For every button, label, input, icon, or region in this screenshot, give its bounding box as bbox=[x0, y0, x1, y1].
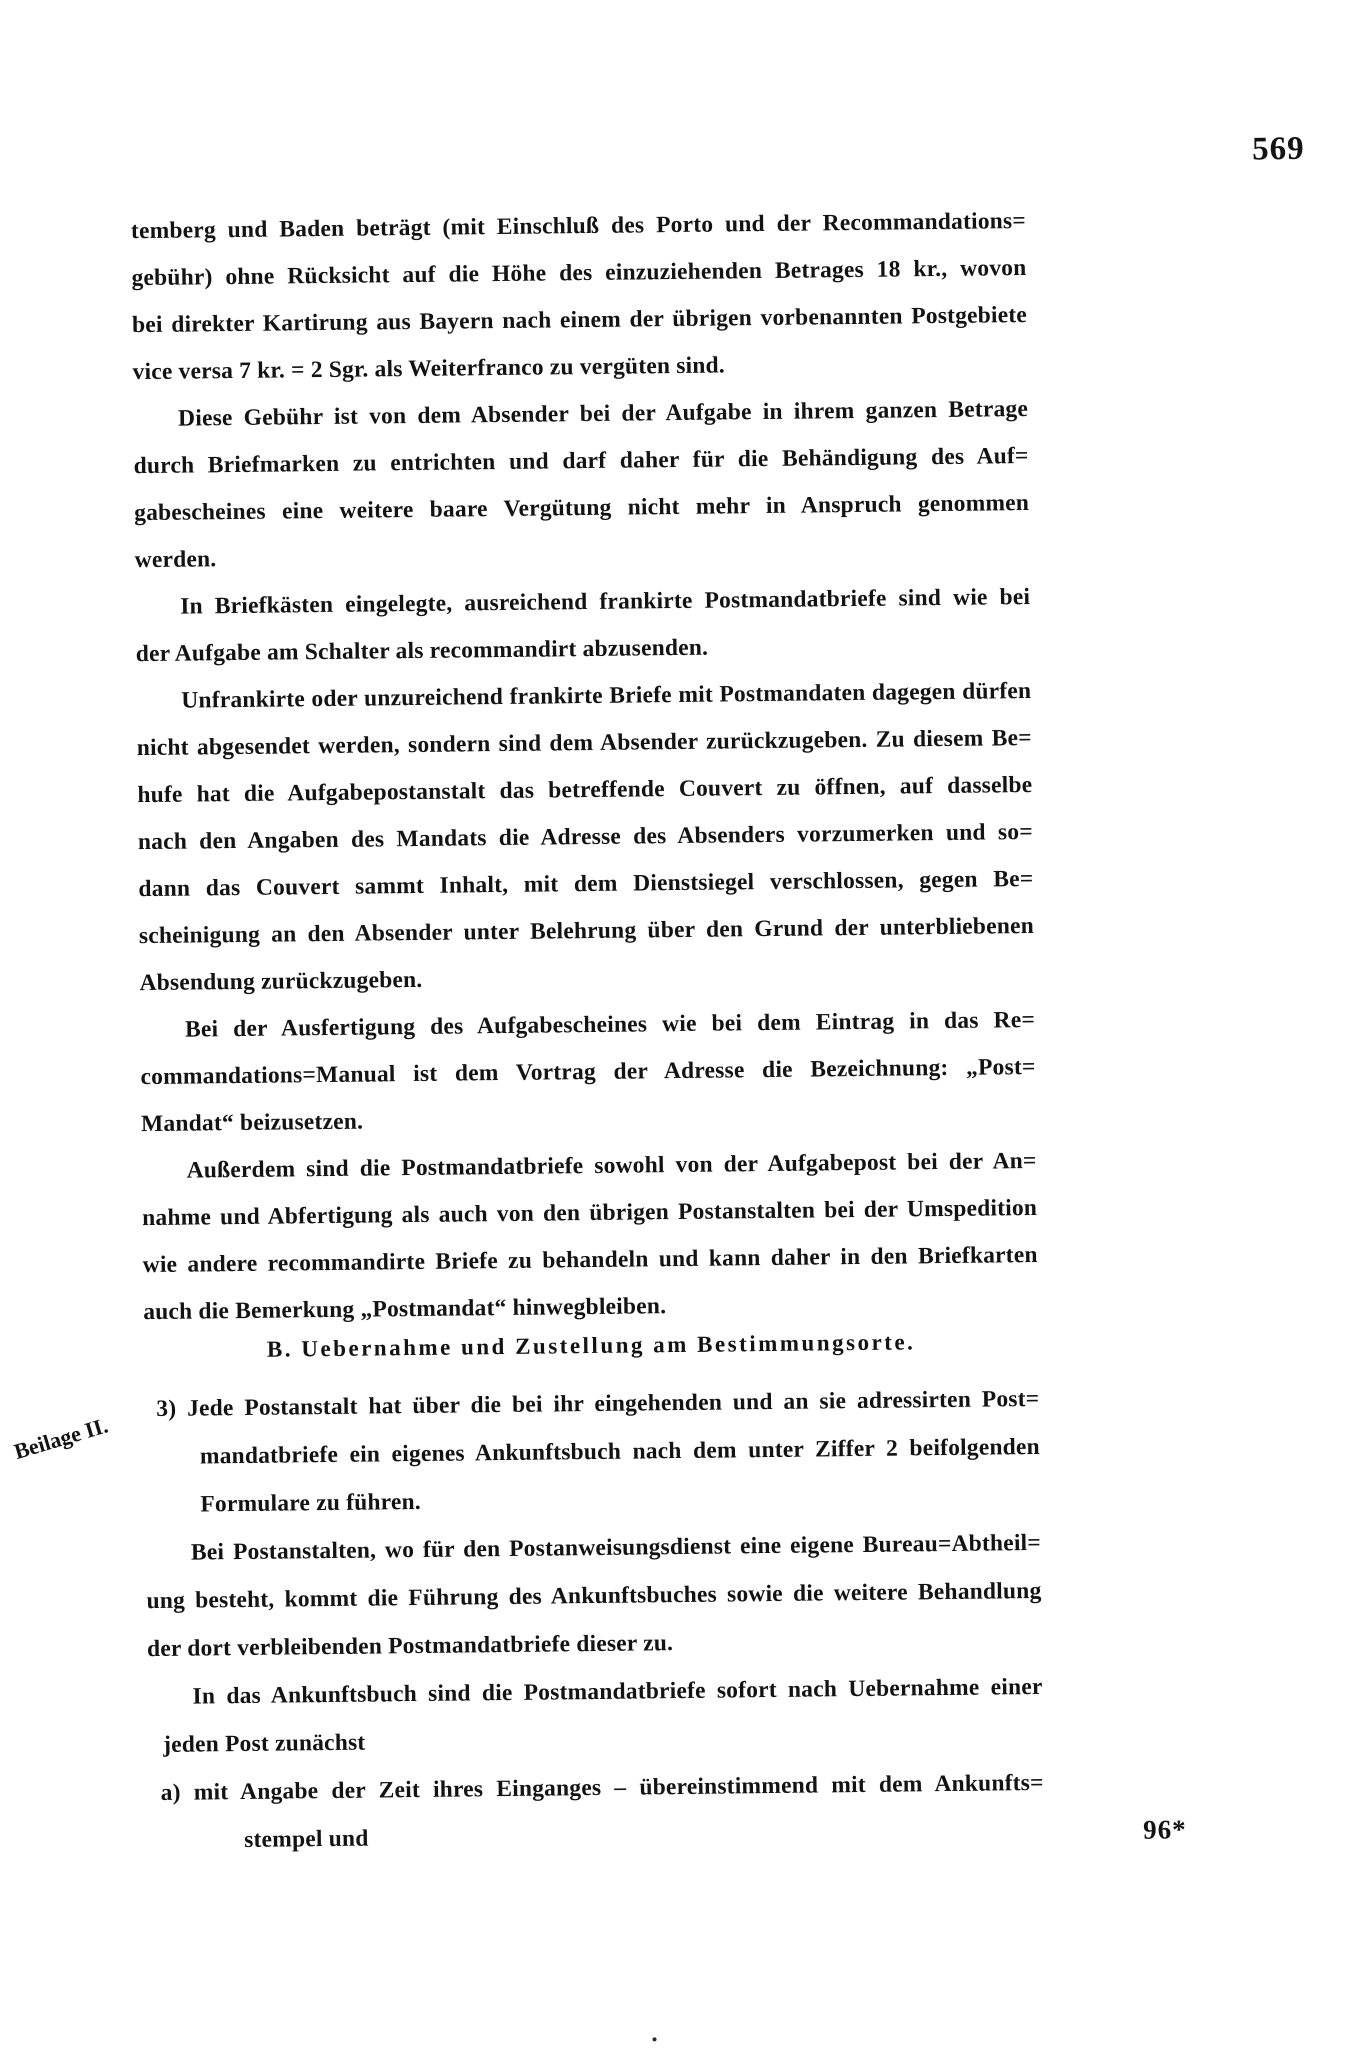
text-line: werden. bbox=[134, 546, 217, 574]
text-line: wie andere recommandirte Briefe zu behandeln und kann daher in den Briefkarten bbox=[142, 1241, 1038, 1279]
text-line: jeden Post zunächst bbox=[162, 1729, 366, 1758]
text-line: gebühr) ohne Rücksicht auf die Höhe des einzuziehenden Betrages 18 kr., wovon bbox=[131, 255, 1027, 292]
text-line: Absendung zurückzugeben. bbox=[139, 966, 423, 997]
page-number: 569 bbox=[1251, 130, 1305, 168]
ink-speck bbox=[652, 2037, 656, 2041]
text-line: der dort verbleibenden Postmandatbriefe dieser zu. bbox=[146, 1630, 674, 1663]
body-text-lower bbox=[144, 1386, 1044, 1876]
sheet-signature: 96* bbox=[1143, 1814, 1187, 1845]
text-line: scheinigung an den Absender unter Belehrung über den Grund der unterbliebenen bbox=[138, 912, 1035, 950]
body-text-upper bbox=[131, 208, 1039, 1346]
text-line: mandatbriefe ein eigenes Ankunftsbuch nach dem unter Ziffer 2 beifolgenden bbox=[199, 1433, 1040, 1470]
text-line: stempel und bbox=[244, 1825, 369, 1853]
text-line: nahme und Abfertigung als auch von den übrigen Postanstalten bei der Umspedition bbox=[142, 1194, 1038, 1232]
text-line: In Briefkästen eingelegte, ausreichend frankirte Postmandatbriefe sind wie bei bbox=[180, 584, 1031, 620]
text-line: gabescheines eine weitere baare Vergütung nicht mehr in Anspruch genommen bbox=[134, 490, 1030, 527]
section-heading: B. Uebernahme und Zustellung am Bestimmungsorte. bbox=[266, 1329, 916, 1362]
text-line: durch Briefmarken zu entrichten und darf daher für die Behändigung des Auf= bbox=[133, 443, 1029, 480]
margin-note: Beilage II. bbox=[11, 1412, 111, 1465]
text-line: Formulare zu führen. bbox=[200, 1488, 422, 1518]
text-line: Bei der Ausfertigung des Aufgabescheines wie bei dem Eintrag in das Re= bbox=[184, 1006, 1036, 1043]
text-line: der Aufgabe am Schalter als recommandirt abzusenden. bbox=[135, 634, 709, 668]
text-line: dann das Couvert sammt Inhalt, mit dem Dienstsiegel verschlossen, gegen Be= bbox=[138, 865, 1034, 903]
text-line: 3) Jede Postanstalt hat über die bei ihr eingehenden und an sie adressirten Post= bbox=[156, 1385, 1040, 1422]
text-line: Diese Gebühr ist von dem Absender bei der Aufgabe in ihrem ganzen Betrage bbox=[177, 396, 1029, 432]
text-line: Mandat“ beizusetzen. bbox=[140, 1108, 364, 1138]
text-line: vice versa 7 kr. = 2 Sgr. als Weiterfranco zu vergüten sind. bbox=[132, 352, 726, 386]
text-line: nach den Angaben des Mandats die Adresse des Absenders vorzumerken und so= bbox=[137, 818, 1033, 856]
text-line: Bei Postanstalten, wo für den Postanweisungsdienst eine eigene Bureau=Abtheil= bbox=[190, 1529, 1042, 1566]
text-line: Unfrankirte oder unzureichend frankirte Briefe mit Postmandaten dagegen dürfen bbox=[181, 677, 1032, 714]
text-line: a) mit Angabe der Zeit ihres Einganges – übereinstimmend mit dem Ankunfts= bbox=[160, 1769, 1044, 1806]
text-line: commandations=Manual ist dem Vortrag der Adresse die Bezeichnung: „Post= bbox=[140, 1053, 1036, 1091]
text-line: bei direkter Kartirung aus Bayern nach einem der übrigen vorbenannten Postgebiete bbox=[131, 302, 1028, 339]
text-line: nicht abgesendet werden, sondern sind dem Absender zurückzugeben. Zu diesem Be= bbox=[136, 724, 1032, 762]
text-line: hufe hat die Aufgabepostanstalt das betreffende Couvert zu öffnen, auf dasselbe bbox=[137, 771, 1033, 809]
text-line: temberg und Baden beträgt (mit Einschluß des Porto und der Recommandations= bbox=[130, 208, 1027, 245]
text-line: ung besteht, kommt die Führung des Ankunftsbuches sowie die weitere Behandlung bbox=[146, 1577, 1042, 1615]
text-line: Außerdem sind die Postmandatbriefe sowohl von der Aufgabepost bei der An= bbox=[186, 1147, 1037, 1184]
text-line: In das Ankunftsbuch sind die Postmandatbriefe sofort nach Uebernahme einer bbox=[192, 1673, 1043, 1710]
text-line: auch die Bemerkung „Postmandat“ hinwegbleiben. bbox=[143, 1293, 667, 1326]
